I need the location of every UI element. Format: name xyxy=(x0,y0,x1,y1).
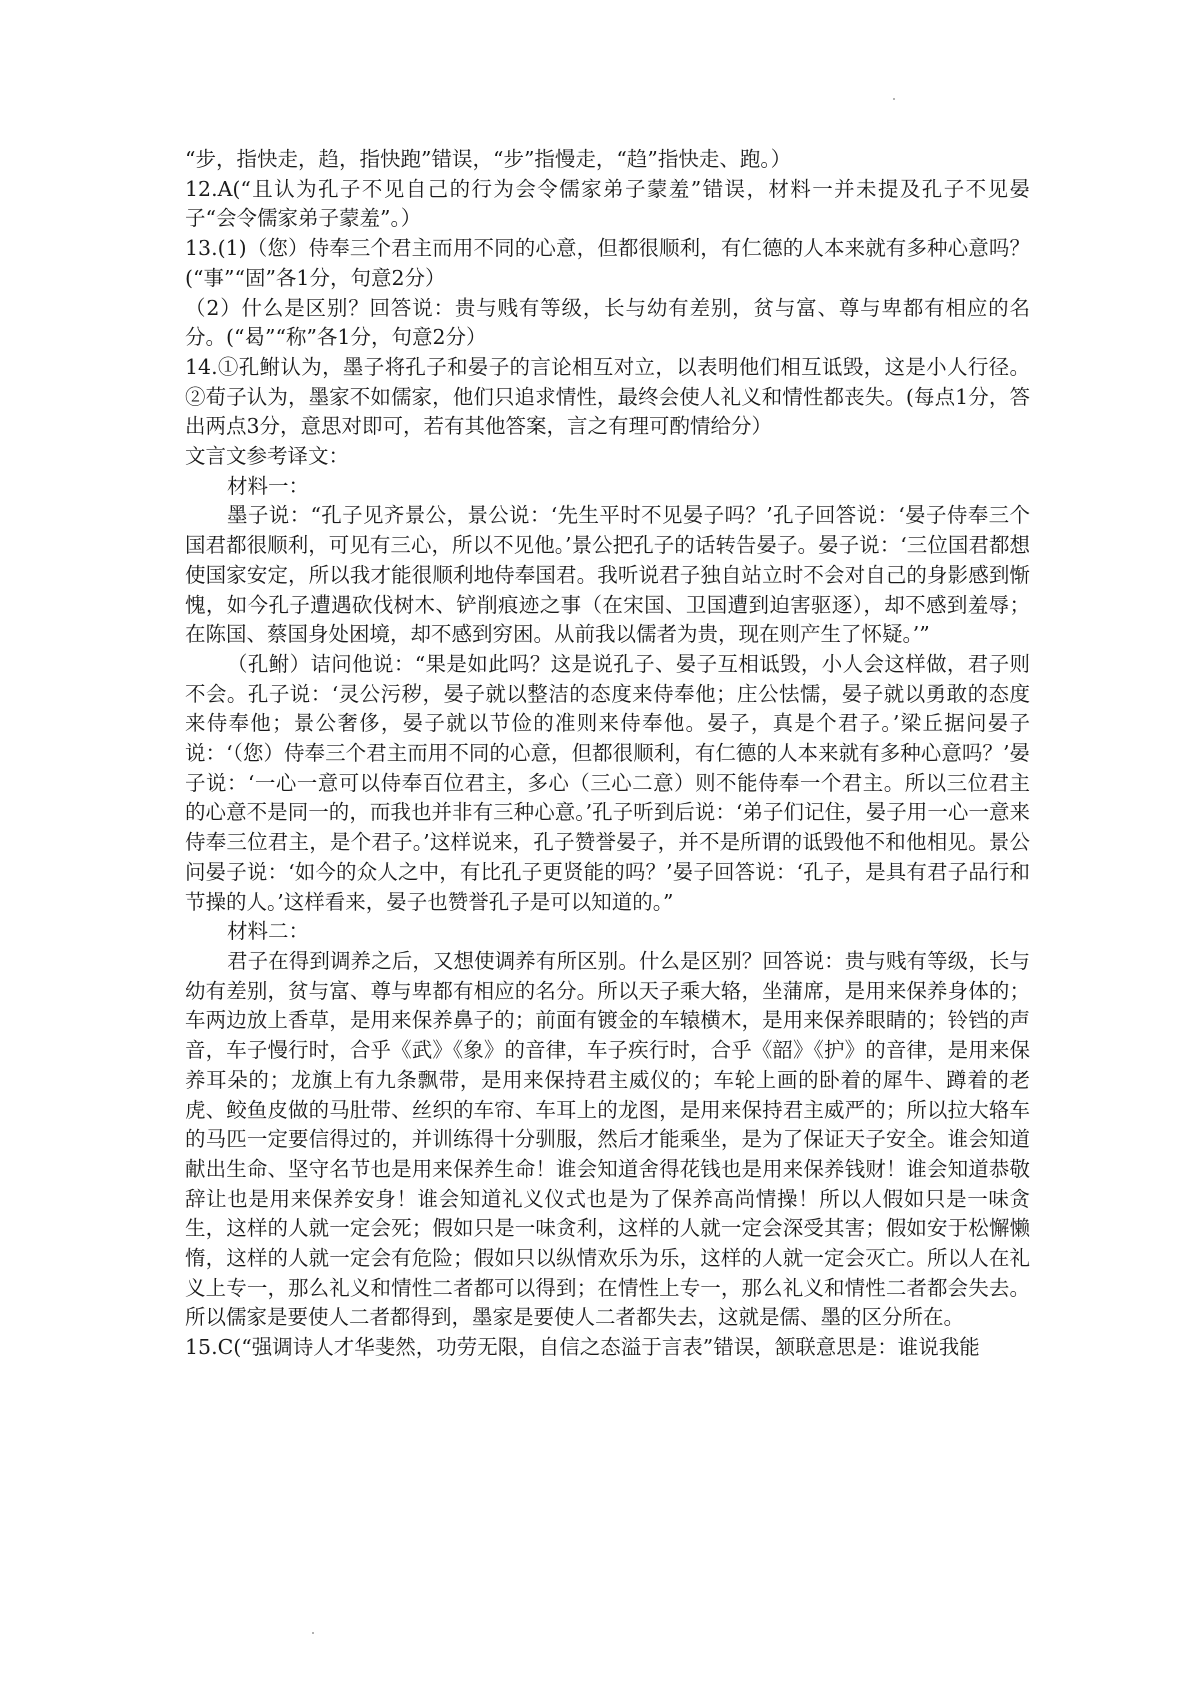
answer-12: 12.A(“且认为孔子不见自己的行为会令儒家弟子蒙羞”错误，材料一并未提及孔子不见晏子“会令儒家弟子蒙羞”。） xyxy=(185,176,1030,231)
translation-heading: 文言文参考译文： xyxy=(185,444,349,469)
answer-key-page xyxy=(185,145,1030,1363)
answer-13-part-2: （2）什么是区别？回答说：贵与贱有等级，长与幼有差别，贫与富、尊与卑都有相应的名分。(“曷”“称”各1分，句意2分） xyxy=(185,295,1030,350)
material-one-heading: 材料一： xyxy=(227,473,309,498)
scan-speck xyxy=(312,1632,314,1634)
material-one-paragraph-2: （孔鲋）诘问他说：“果是如此吗？这是说孔子、晏子互相诋毁，小人会这样做，君子则不会。孔子说：‘灵公污秽，晏子就以整洁的态度来侍奉他；庄公怯懦，晏子就以勇敢的态度来侍奉他；景公奢侈，晏子就以节俭的准则来侍奉他。晏子，真是个君子。’梁丘据问晏子说：‘（您）侍奉三个君主而用不同的心意，但都很顺利，有仁德的人本来就有多种心意吗？’晏子说：‘一心一意可以侍奉百位君主，多心（三心二意）则不能侍奉一个君主。所以三位君主的心意不是同一的，而我也并非有三种心意。’孔子听到后说：‘弟子们记住，晏子用一心一意来侍奉三位君主，是个君子。’这样说来，孔子赞誉晏子，并不是所谓的诋毁他不和他相见。景公问晏子说：‘如今的众人之中，有比孔子更贤能的吗？’晏子回答说：‘孔子，是具有君子品行和节操的人。’这样看来，晏子也赞誉孔子是可以知道的。” xyxy=(185,651,1030,914)
answer-13-part-1: 13.(1)（您）侍奉三个君主而用不同的心意，但都很顺利，有仁德的人本来就有多种心意吗？(“事”“固”各1分，句意2分） xyxy=(185,236,1030,290)
answer-15: 15.C(“强调诗人才华斐然，功劳无限，自信之态溢于言表”错误，颔联意思是：谁说我能 xyxy=(185,1335,980,1360)
answer-11-continuation: “步，指快走，趋，指快跑”错误，“步”指慢走，“趋”指快走、跑。） xyxy=(185,147,792,171)
answer-14: 14.①孔鲋认为，墨子将孔子和晏子的言论相互对立，以表明他们相互诋毁，这是小人行径。②荀子认为，墨家不如儒家，他们只追求情性，最终会使人礼义和情性都丧失。(每点1分，答出两点3分，意思对即可，若有其他答案，言之有理可酌情给分） xyxy=(185,354,1030,439)
scan-speck xyxy=(893,98,895,100)
material-two-heading: 材料二： xyxy=(227,919,309,944)
material-two-paragraph: 君子在得到调养之后，又想使调养有所区别。什么是区别？回答说：贵与贱有等级，长与幼有差别，贫与富、尊与卑都有相应的名分。所以天子乘大辂，坐蒲席，是用来保养身体的；车两边放上香草，是用来保养鼻子的；前面有镀金的车辕横木，是用来保养眼睛的；铃铛的声音，车子慢行时，合乎《武》《象》的音律，车子疾行时，合乎《韶》《护》的音律，是用来保养耳朵的；龙旗上有九条飘带，是用来保持君主威仪的；车轮上画的卧着的犀牛、蹲着的老虎、鲛鱼皮做的马肚带、丝织的车帘、车耳上的龙图，是用来保持君主威严的；所以拉大辂车的马匹一定要信得过的，并训练得十分驯服，然后才能乘坐，是为了保证天子安全。谁会知道献出生命、坚守名节也是用来保养生命！谁会知道舍得花钱也是用来保养钱财！谁会知道恭敬辞让也是用来保养安身！谁会知道礼义仪式也是为了保养高尚情操！所以人假如只是一味贪生，这样的人就一定会死；假如只是一味贪利，这样的人就一定会深受其害；假如安于松懈懒惰，这样的人就一定会有危险；假如只以纵情欢乐为乐，这样的人就一定会灭亡。所以人在礼义上专一，那么礼义和情性二者都可以得到；在情性上专一，那么礼义和情性二者都会失去。所以儒家是要使人二者都得到，墨家是要使人二者都失去，这就是儒、墨的区分所在。 xyxy=(185,948,1030,1330)
material-one-paragraph-1: 墨子说：“孔子见齐景公，景公说：‘先生平时不见晏子吗？’孔子回答说：‘晏子侍奉三个国君都很顺利，可见有三心，所以不见他。’景公把孔子的话转告晏子。晏子说：‘三位国君都想使国家安定，所以我才能很顺利地侍奉国君。我听说君子独自站立时不会对自己的身影感到惭愧，如今孔子遭遇砍伐树木、铲削痕迹之事（在宋国、卫国遭到迫害驱逐），却不感到羞辱；在陈国、蔡国身处困境，却不感到穷困。从前我以儒者为贵，现在则产生了怀疑。’” xyxy=(185,503,1030,647)
